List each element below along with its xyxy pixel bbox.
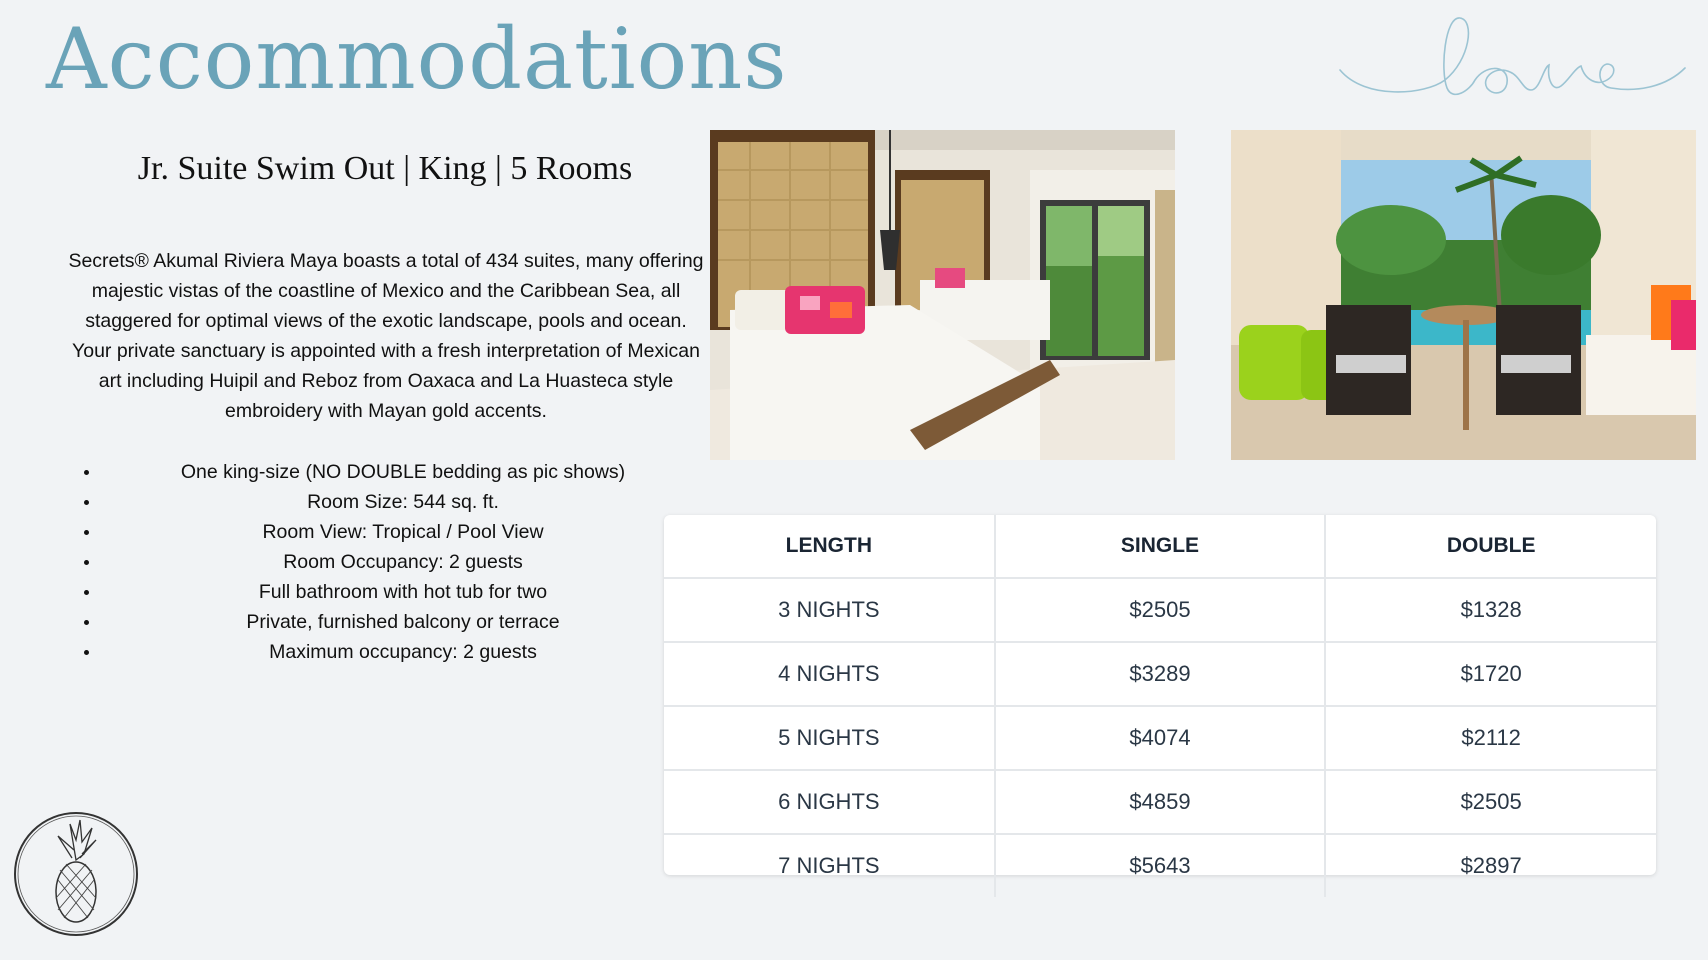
table-row: [664, 578, 1656, 642]
list-item: Maximum occupancy: 2 guests: [88, 637, 718, 667]
list-item: Private, furnished balcony or terrace: [88, 607, 718, 637]
table-row: [664, 770, 1656, 834]
single-price-cell: $4859: [995, 770, 1326, 834]
double-price-cell: $1328: [1325, 578, 1656, 642]
double-price-cell: $2505: [1325, 770, 1656, 834]
love-script-decoration: [1335, 10, 1690, 110]
single-price-cell: $5643: [995, 834, 1326, 897]
double-price-cell: $2897: [1460, 853, 1522, 878]
single-price-cell: $4074: [995, 706, 1326, 770]
rates-table: [664, 515, 1656, 897]
rates-table-card: [664, 515, 1656, 878]
column-header-double: DOUBLE: [1325, 515, 1656, 578]
list-item: Room Size: 544 sq. ft.: [88, 487, 718, 517]
room-description: Secrets® Akumal Riviera Maya boasts a total of 434 suites, many offering majestic vistas of the coastline of Mexico and the Caribbean Sea, all staggered for optimal views of the exotic landscape, pools and ocean. Your private sanctuary is appointed with a fresh interpretation of Mexican art including Huipil and Reboz from Oaxaca and La Huasteca style embroidery with Mayan gold accents.: [68, 250, 704, 422]
length-cell: 4 NIGHTS: [664, 642, 995, 706]
list-item: Full bathroom with hot tub for two: [88, 577, 718, 607]
table-row: [664, 642, 1656, 706]
list-item: Room Occupancy: 2 guests: [88, 547, 718, 577]
double-price-cell: $1720: [1325, 642, 1656, 706]
table-row: [664, 706, 1656, 770]
single-price-cell: $3289: [995, 642, 1326, 706]
length-cell: 3 NIGHTS: [664, 578, 995, 642]
page-title: Accommodations: [46, 10, 788, 108]
pineapple-logo-icon: [12, 810, 140, 938]
suite-bedroom-photo: [710, 130, 1175, 460]
length-cell: 5 NIGHTS: [664, 706, 995, 770]
double-price-cell: $2112: [1325, 706, 1656, 770]
swim-out-terrace-photo: [1231, 130, 1696, 460]
table-header-row: [664, 515, 1656, 578]
length-cell: 7 NIGHTS: [664, 834, 995, 897]
column-header-length: LENGTH: [664, 515, 995, 578]
table-row: [664, 834, 1656, 897]
column-header-single: SINGLE: [995, 515, 1326, 578]
single-price-cell: $2505: [995, 578, 1326, 642]
length-cell: 6 NIGHTS: [664, 770, 995, 834]
features-list: [88, 457, 718, 667]
list-item: Room View: Tropical / Pool View: [88, 517, 718, 547]
room-subtitle: Jr. Suite Swim Out | King | 5 Rooms: [137, 150, 633, 187]
list-item: One king-size (NO DOUBLE bedding as pic shows): [88, 457, 718, 487]
